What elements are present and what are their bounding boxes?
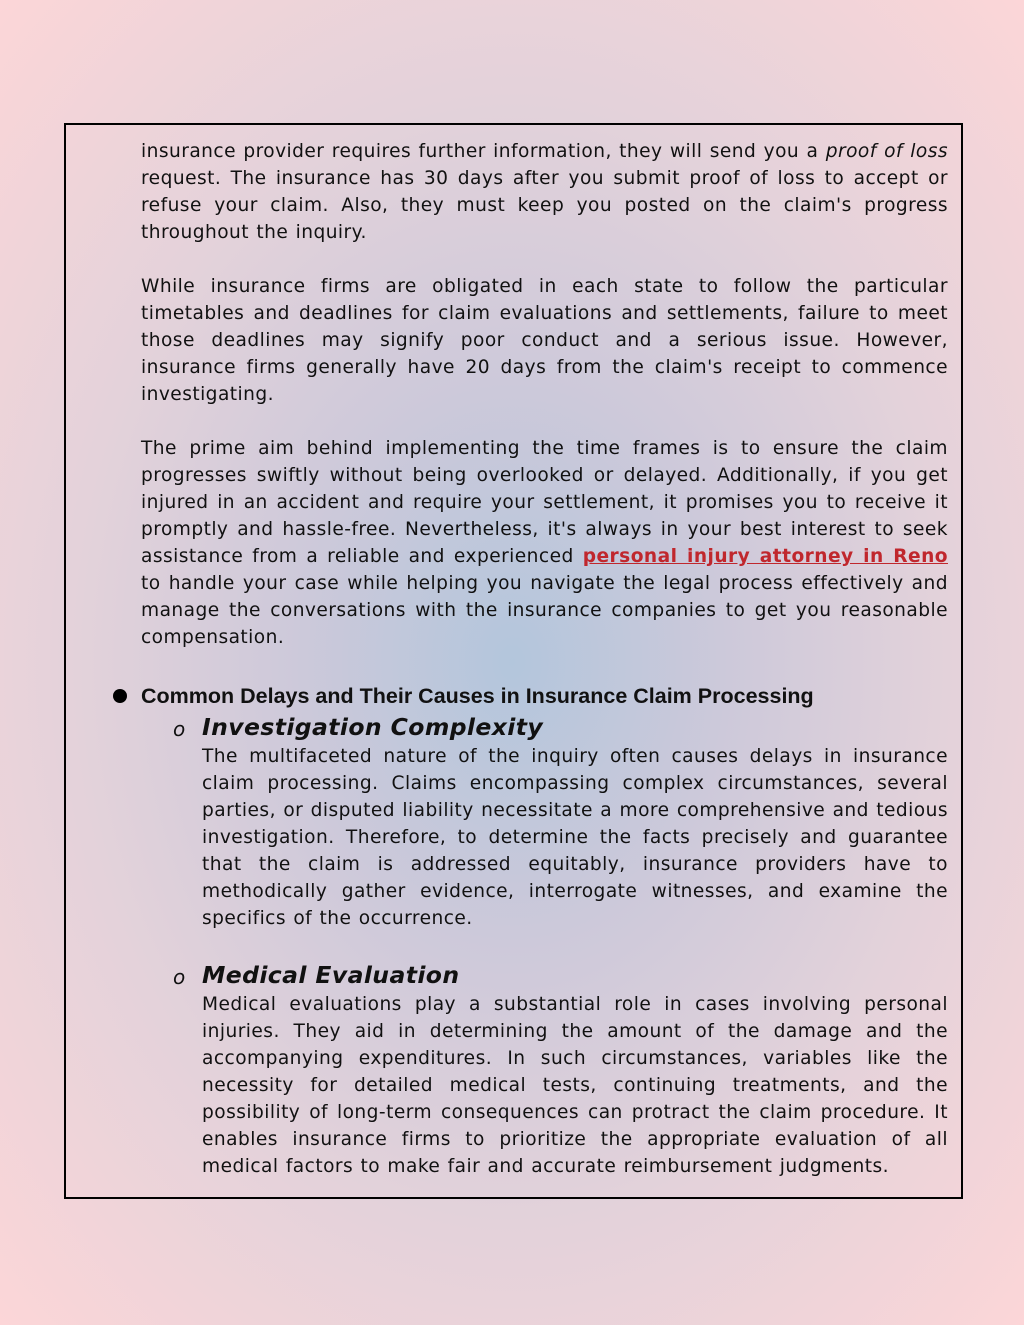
subsection-body: The multifaceted nature of the inquiry often causes delays in insurance claim processing. Claims encompassing complex circumstances, several parties, or disputed liability necessitate a more comprehensive and tedious investigation. Therefore, to determine the facts precisely and guarantee that the claim is addressed equitably, insurance providers have to methodically gather evidence, interrogate witnesses, and examine the specifics of the occurrence. [202,746,948,929]
hollow-bullet-icon: o [173,965,186,989]
subsection-title: Medical Evaluation [202,961,460,989]
subsection-investigation [173,711,948,932]
document-content [141,138,948,1180]
paragraph-time-frames [141,435,948,651]
subsection-medical [173,959,948,1180]
text: request. The insurance has 30 days after you submit proof of loss to accept or refuse your claim. Also, they must keep you posted on the claim's progress throughout the inquiry. [141,168,948,243]
bullet-icon [113,689,127,703]
italic-text: proof of loss [825,141,948,162]
text: insurance provider requires further information, they will send you a [141,141,826,162]
section-heading [141,681,948,711]
text: to handle your case while helping you navigate the legal process effectively and manage the conversations with the insurance companies to get you reasonable compensation. [141,573,948,648]
subsection-heading [173,959,948,991]
subsection-title: Investigation Complexity [202,713,544,741]
paragraph-proof-of-loss [141,138,948,246]
paragraph-deadlines: While insurance firms are obligated in each state to follow the particular timetables and deadlines for claim evaluations and settlements, failure to meet those deadlines may signify poor conduct and a serious issue. However, insurance firms generally have 20 days from the claim's receipt to commence investigating. [141,276,948,405]
section-heading-text: Common Delays and Their Causes in Insurance Claim Processing [141,684,814,708]
attorney-link[interactable]: personal injury attorney in Reno [582,546,948,567]
text: The prime aim behind implementing the time frames is to ensure the claim progresses swiftly without being overlooked or delayed. Additionally, if you get injured in an accident and require your settlement, it promises you to receive it promptly and hassle-free. Nevertheless, it's always in your best interest to seek assistance from a reliable and experienced [141,438,948,567]
subsection-body: Medical evaluations play a substantial role in cases involving personal injuries. They aid in determining the amount of the damage and the accompanying expenditures. In such circumstances, variables like the necessity for detailed medical tests, continuing treatments, and the possibility of long-term consequences can protract the claim procedure. It enables insurance firms to prioritize the appropriate evaluation of all medical factors to make fair and accurate reimbursement judgments. [202,994,948,1177]
hollow-bullet-icon: o [173,717,186,741]
subsection-heading [173,711,948,743]
